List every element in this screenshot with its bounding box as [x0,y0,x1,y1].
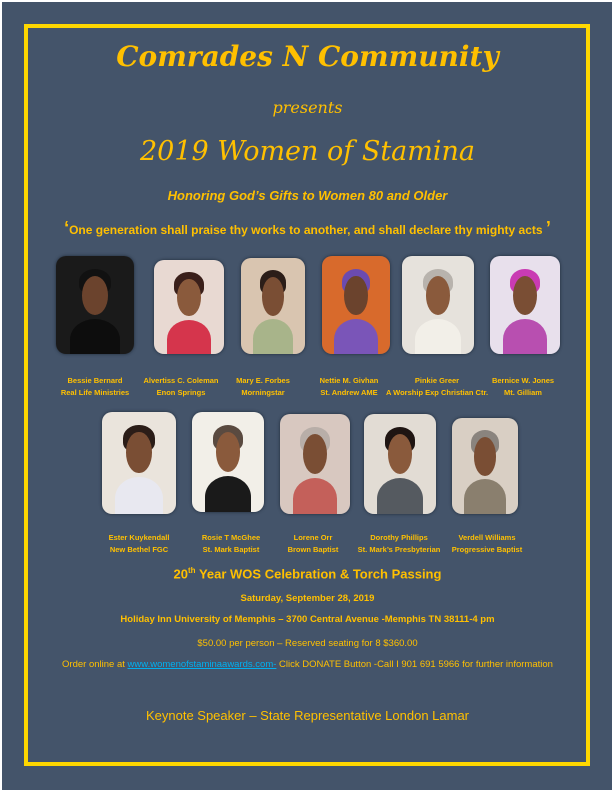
honoree-photo [490,256,560,354]
honoree-photo [56,256,134,354]
honoree-affiliation: St. Mark’s Presbyterian [357,545,441,554]
honoree-affiliation: New Bethel FGC [109,545,169,554]
honoree-photo [402,256,474,354]
honoree-name: Verdell Williams [458,533,516,542]
celebration-heading [0,566,615,581]
order-info [0,659,615,670]
honoree-affiliation: St. Mark Baptist [202,545,260,554]
honoree-affiliation: Enon Springs [156,388,206,397]
honoree-photo [364,414,436,514]
honoree-name: Nettie M. Givhan [319,376,379,385]
honoring-subtitle: Honoring God’s Gifts to Women 80 and Older [167,188,448,203]
honoree-photo [241,258,305,354]
honoree-photo [452,418,518,514]
order-link[interactable]: www.womenofstaminaawards.com- [127,659,277,670]
honoree-name: Pinkie Greer [414,376,460,385]
ticket-price: $50.00 per person – Reserved seating for 8 $360.00 [197,638,418,649]
honoree-affiliation: Morningstar [241,388,285,397]
honoree-photo [280,414,350,514]
event-title: 2019 Women of Stamina [139,136,476,167]
organization-title: Comrades N Community [116,40,499,73]
order-prefix: Order online at [62,659,128,670]
honoree-photo [322,256,390,354]
honoree-name: Bessie Bernard [67,376,123,385]
honoree-name: Alvertiss C. Coleman [143,376,219,385]
celebration-ordinal: th [188,566,196,575]
celebration-text: Year WOS Celebration & Torch Passing [195,566,442,582]
honoree-name: Bernice W. Jones [491,376,555,385]
event-venue: Holiday Inn University of Memphis – 3700 Central Avenue -Memphis TN 38111-4 pm [120,614,495,625]
order-suffix: Click DONATE Button -Call I 901 691 5966 for further information [276,659,553,670]
honoree-name: Lorene Orr [293,533,333,542]
honoree-name: Ester Kuykendall [108,533,170,542]
honoree-photo [192,412,264,512]
keynote-speaker: Keynote Speaker – State Representative London Lamar [145,708,470,723]
celebration-number: 20 [173,566,189,582]
honoree-photo [154,260,224,354]
honoree-affiliation: Mt. Gilliam [504,388,542,397]
honoree-affiliation: St. Andrew AME [320,388,378,397]
honoree-affiliation: Brown Baptist [287,545,339,554]
quote-close-mark: ’ [545,218,551,238]
honoree-affiliation: Real Life Ministries [60,388,130,397]
scripture-quote [0,218,615,239]
honoree-name: Dorothy Phillips [370,533,428,542]
event-date: Saturday, September 28, 2019 [240,593,375,604]
honoree-caption [464,375,582,399]
quote-open-mark: ‘ [64,218,70,238]
honoree-name: Rosie T McGhee [201,533,261,542]
presents-text: presents [272,98,343,117]
honoree-photo [102,412,176,514]
honoree-affiliation: A Worship Exp Christian Ctr. [385,388,489,397]
honoree-affiliation: Progressive Baptist [451,545,523,554]
honoree-caption [428,532,546,556]
quote-text: One generation shall praise thy works to another, and shall declare thy mighty acts [69,223,543,237]
honoree-name: Mary E. Forbes [236,376,290,385]
